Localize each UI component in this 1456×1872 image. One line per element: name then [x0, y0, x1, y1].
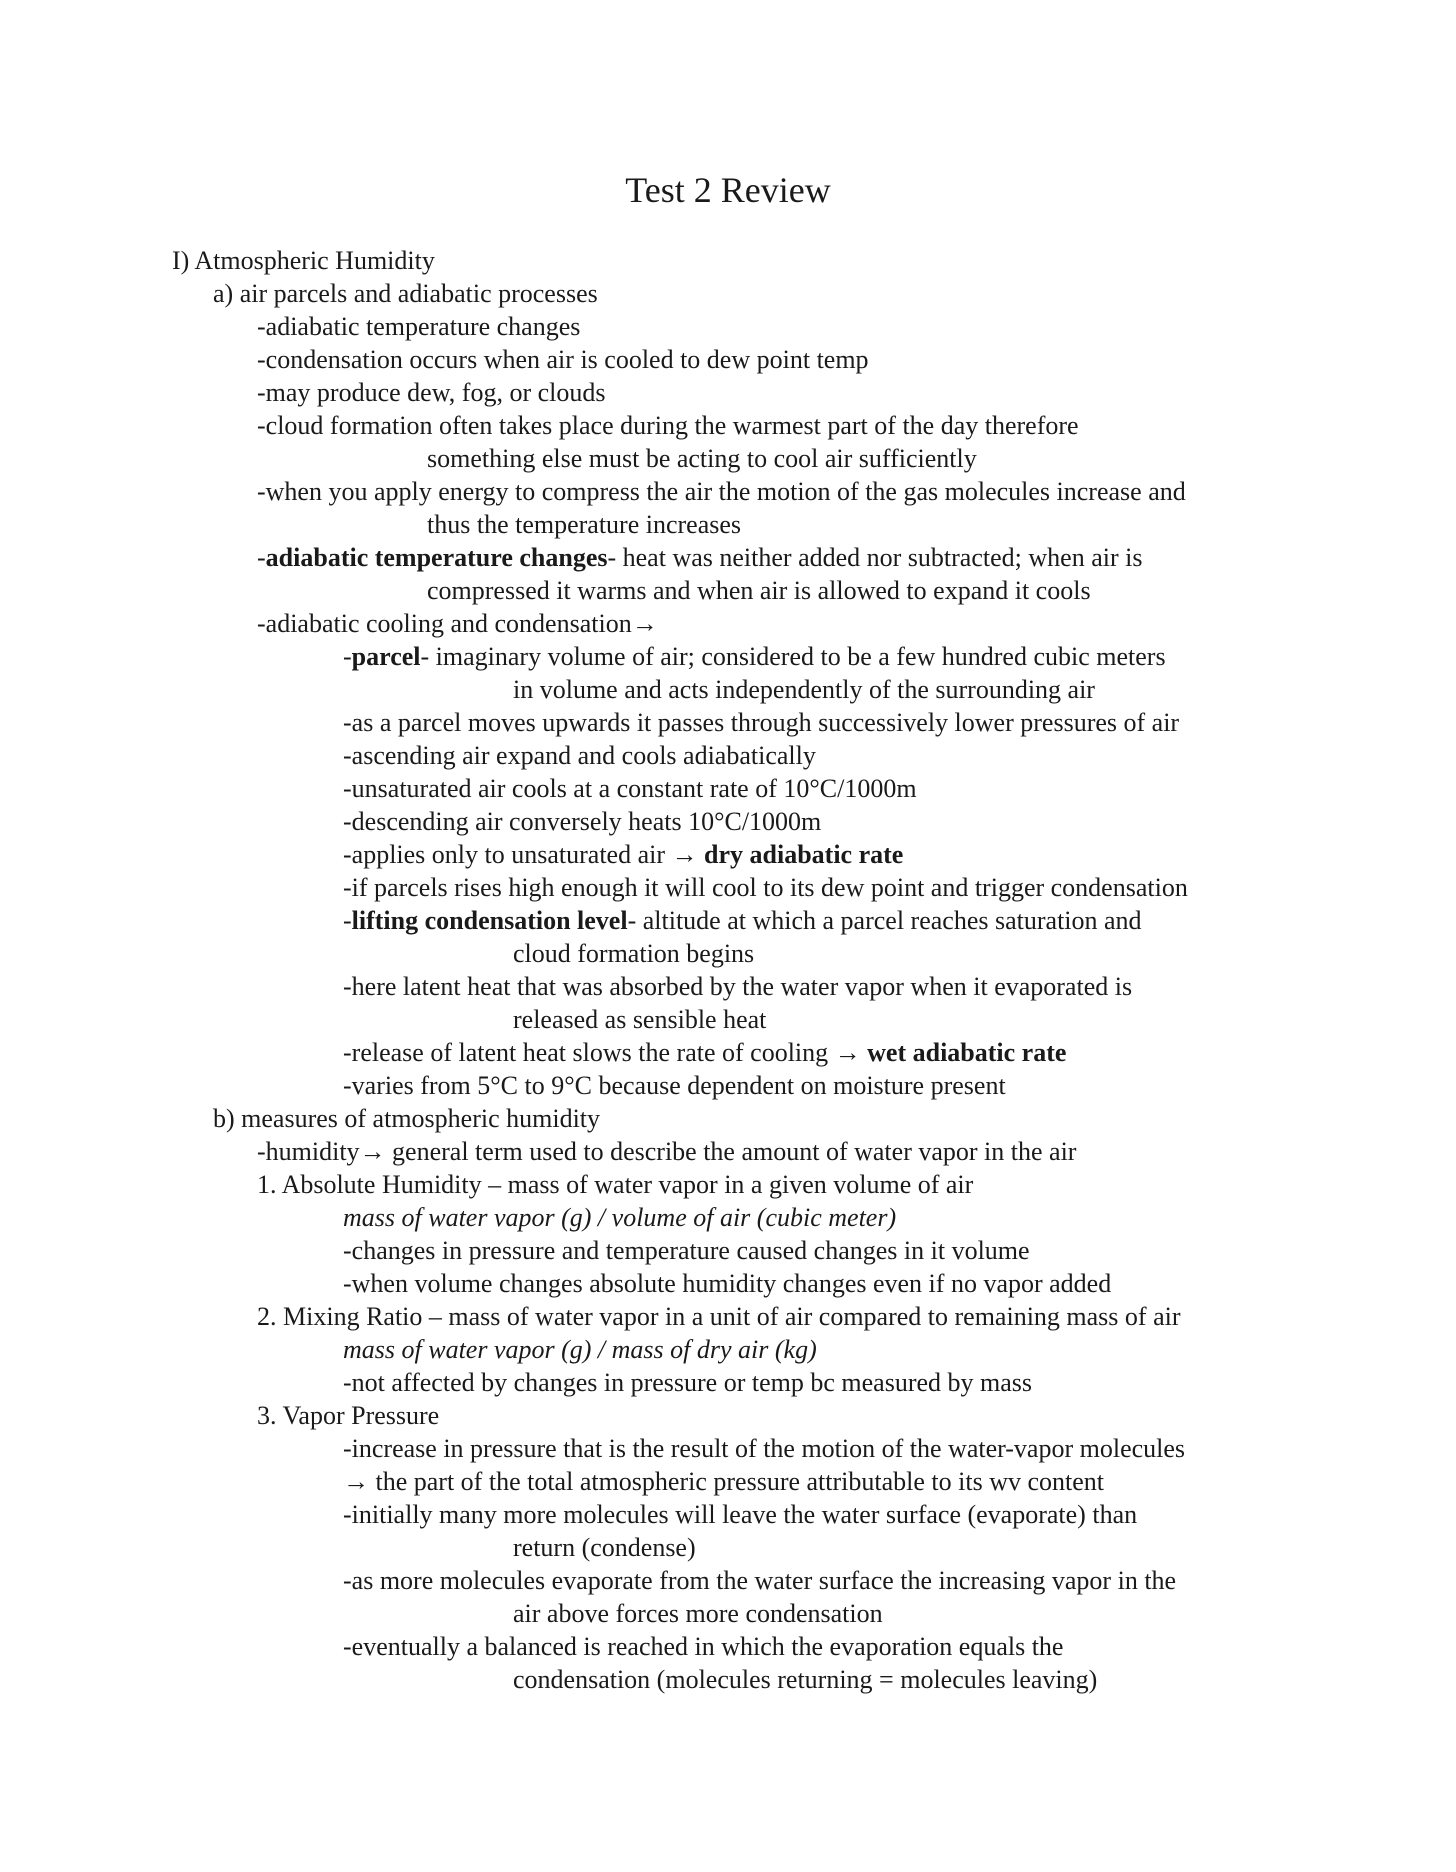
note-line: -descending air conversely heats 10°C/1000m: [343, 807, 822, 836]
note-text: -applies only to unsaturated air →: [343, 840, 705, 869]
note-text: -release of latent heat slows the rate of cooling →: [343, 1038, 868, 1067]
note-line: -varies from 5°C to 9°C because dependent on moisture present: [343, 1071, 1006, 1100]
definition-text: - altitude at which a parcel reaches saturation and: [627, 906, 1142, 935]
term-parcel: parcel: [351, 642, 421, 671]
term-adiabatic-temperature-changes: adiabatic temperature changes: [265, 543, 608, 572]
note-continuation: cloud formation begins: [513, 939, 755, 968]
page-title: Test 2 Review: [625, 170, 831, 210]
note-line-definition: [343, 642, 1166, 672]
dash: -: [343, 642, 352, 671]
note-continuation: thus the temperature increases: [427, 510, 742, 539]
note-continuation: compressed it warms and when air is allowed to expand it cools: [427, 576, 1091, 605]
note-line: -eventually a balanced is reached in which the evaporation equals the: [343, 1632, 1064, 1661]
term-lifting-condensation-level: lifting condensation level: [351, 906, 628, 935]
numbered-item-vapor-pressure: 3. Vapor Pressure: [257, 1401, 440, 1430]
note-line: -increase in pressure that is the result of the motion of the water-vapor molecules: [343, 1434, 1186, 1463]
note-line: -changes in pressure and temperature caused changes in it volume: [343, 1236, 1030, 1265]
note-line: -adiabatic temperature changes: [257, 312, 581, 341]
numbered-item-absolute-humidity: 1. Absolute Humidity – mass of water vapor in a given volume of air: [257, 1170, 974, 1199]
note-continuation: return (condense): [513, 1533, 696, 1562]
formula-absolute-humidity: mass of water vapor (g) / volume of air (cubic meter): [343, 1203, 897, 1232]
numbered-item-mixing-ratio: 2. Mixing Ratio – mass of water vapor in a unit of air compared to remaining mass of air: [257, 1302, 1181, 1331]
note-line: -as a parcel moves upwards it passes through successively lower pressures of air: [343, 708, 1180, 737]
note-continuation: released as sensible heat: [513, 1005, 767, 1034]
note-line-definition: [343, 1038, 1066, 1068]
note-line-definition: [257, 543, 1142, 573]
subsection-heading-air-parcels: a) air parcels and adiabatic processes: [213, 279, 598, 308]
note-line-definition: [343, 840, 903, 870]
note-line: -if parcels rises high enough it will cool to its dew point and trigger condensation: [343, 873, 1188, 902]
note-line: -as more molecules evaporate from the water surface the increasing vapor in the: [343, 1566, 1177, 1595]
note-line: -humidity→ general term used to describe the amount of water vapor in the air: [257, 1137, 1077, 1166]
note-line: -adiabatic cooling and condensation→: [257, 609, 658, 638]
note-line: -initially many more molecules will leave the water surface (evaporate) than: [343, 1500, 1138, 1529]
note-line-definition: [343, 906, 1142, 936]
term-wet-adiabatic-rate: wet adiabatic rate: [867, 1038, 1067, 1067]
note-line: -cloud formation often takes place during the warmest part of the day therefore: [257, 411, 1079, 440]
definition-text: - heat was neither added nor subtracted; when air is: [607, 543, 1143, 572]
note-line: → the part of the total atmospheric pressure attributable to its wv content: [343, 1467, 1105, 1496]
note-line: -ascending air expand and cools adiabatically: [343, 741, 816, 770]
note-line: -condensation occurs when air is cooled to dew point temp: [257, 345, 869, 374]
note-line: -may produce dew, fog, or clouds: [257, 378, 606, 407]
note-line: -when you apply energy to compress the air the motion of the gas molecules increase and: [257, 477, 1186, 506]
dash: -: [257, 543, 266, 572]
note-line: -here latent heat that was absorbed by the water vapor when it evaporated is: [343, 972, 1133, 1001]
note-continuation: condensation (molecules returning = molecules leaving): [513, 1665, 1098, 1694]
subsection-heading-measures: b) measures of atmospheric humidity: [213, 1104, 601, 1133]
note-line: -when volume changes absolute humidity changes even if no vapor added: [343, 1269, 1112, 1298]
term-dry-adiabatic-rate: dry adiabatic rate: [704, 840, 904, 869]
note-continuation: something else must be acting to cool air sufficiently: [427, 444, 977, 473]
formula-mixing-ratio: mass of water vapor (g) / mass of dry air (kg): [343, 1335, 817, 1364]
note-line: -not affected by changes in pressure or temp bc measured by mass: [343, 1368, 1033, 1397]
note-continuation: air above forces more condensation: [513, 1599, 883, 1628]
note-line: -unsaturated air cools at a constant rate of 10°C/1000m: [343, 774, 917, 803]
dash: -: [343, 906, 352, 935]
section-heading-atmospheric-humidity: I) Atmospheric Humidity: [172, 246, 435, 275]
definition-text: - imaginary volume of air; considered to be a few hundred cubic meters: [420, 642, 1166, 671]
note-continuation: in volume and acts independently of the surrounding air: [513, 675, 1095, 704]
